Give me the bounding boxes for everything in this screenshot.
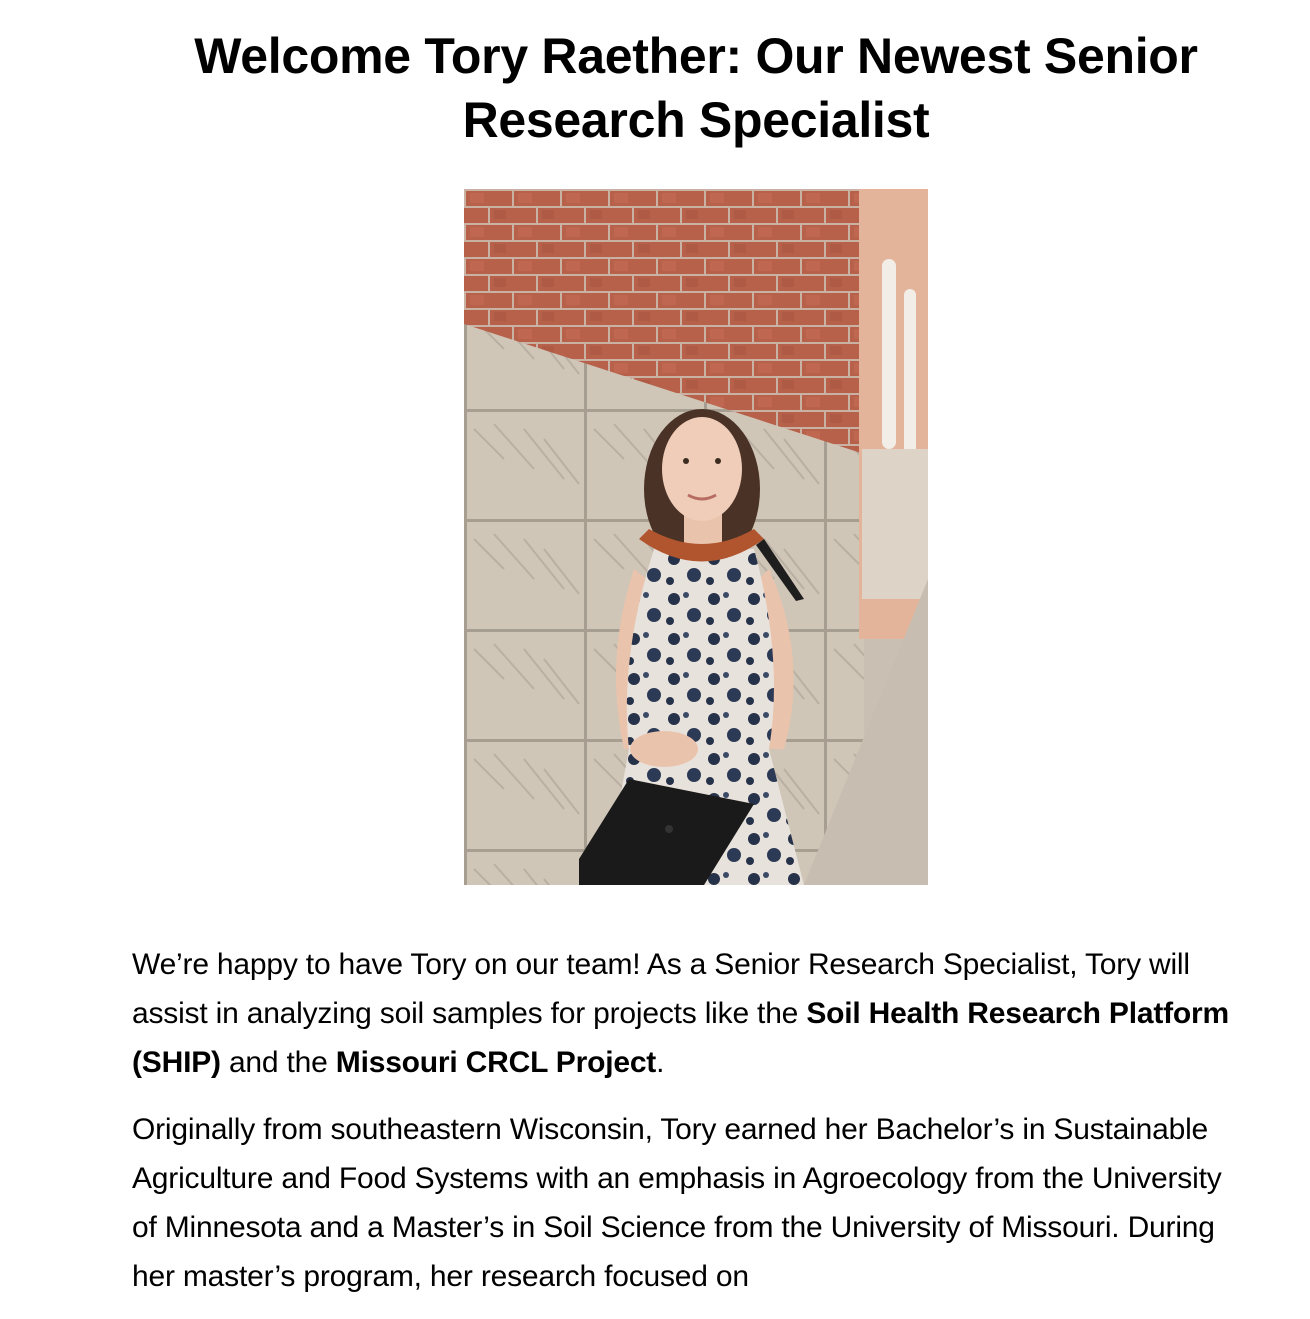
page-title: Welcome Tory Raether: Our Newest Senior Research Specialist [194,28,1198,148]
intro-text-2: and the [220,1046,336,1079]
portrait-photo-icon [464,189,928,885]
article-body [132,940,1232,1319]
ship-project-name: Soil Health Research Platform (SHIP) [132,997,1229,1079]
background-paragraph: Originally from southeastern Wisconsin, Tory earned her Bachelor’s in Sustainable Agriculture and Food Systems with an emphasis in Agroecology from the University of Minnesota and a Master’s in Soil Science from the University of Missouri. During her master’s program, her research focused on [132,1113,1222,1293]
intro-paragraph [132,940,1232,1087]
crcl-project-name: Missouri CRCL Project [335,1046,657,1079]
portrait-photo [464,189,928,885]
intro-text-1: We’re happy to have Tory on our team! As a Senior Research Specialist, Tory will assist in analyzing soil samples for projects like the [132,948,1190,1030]
intro-text-3: . [656,1046,665,1079]
